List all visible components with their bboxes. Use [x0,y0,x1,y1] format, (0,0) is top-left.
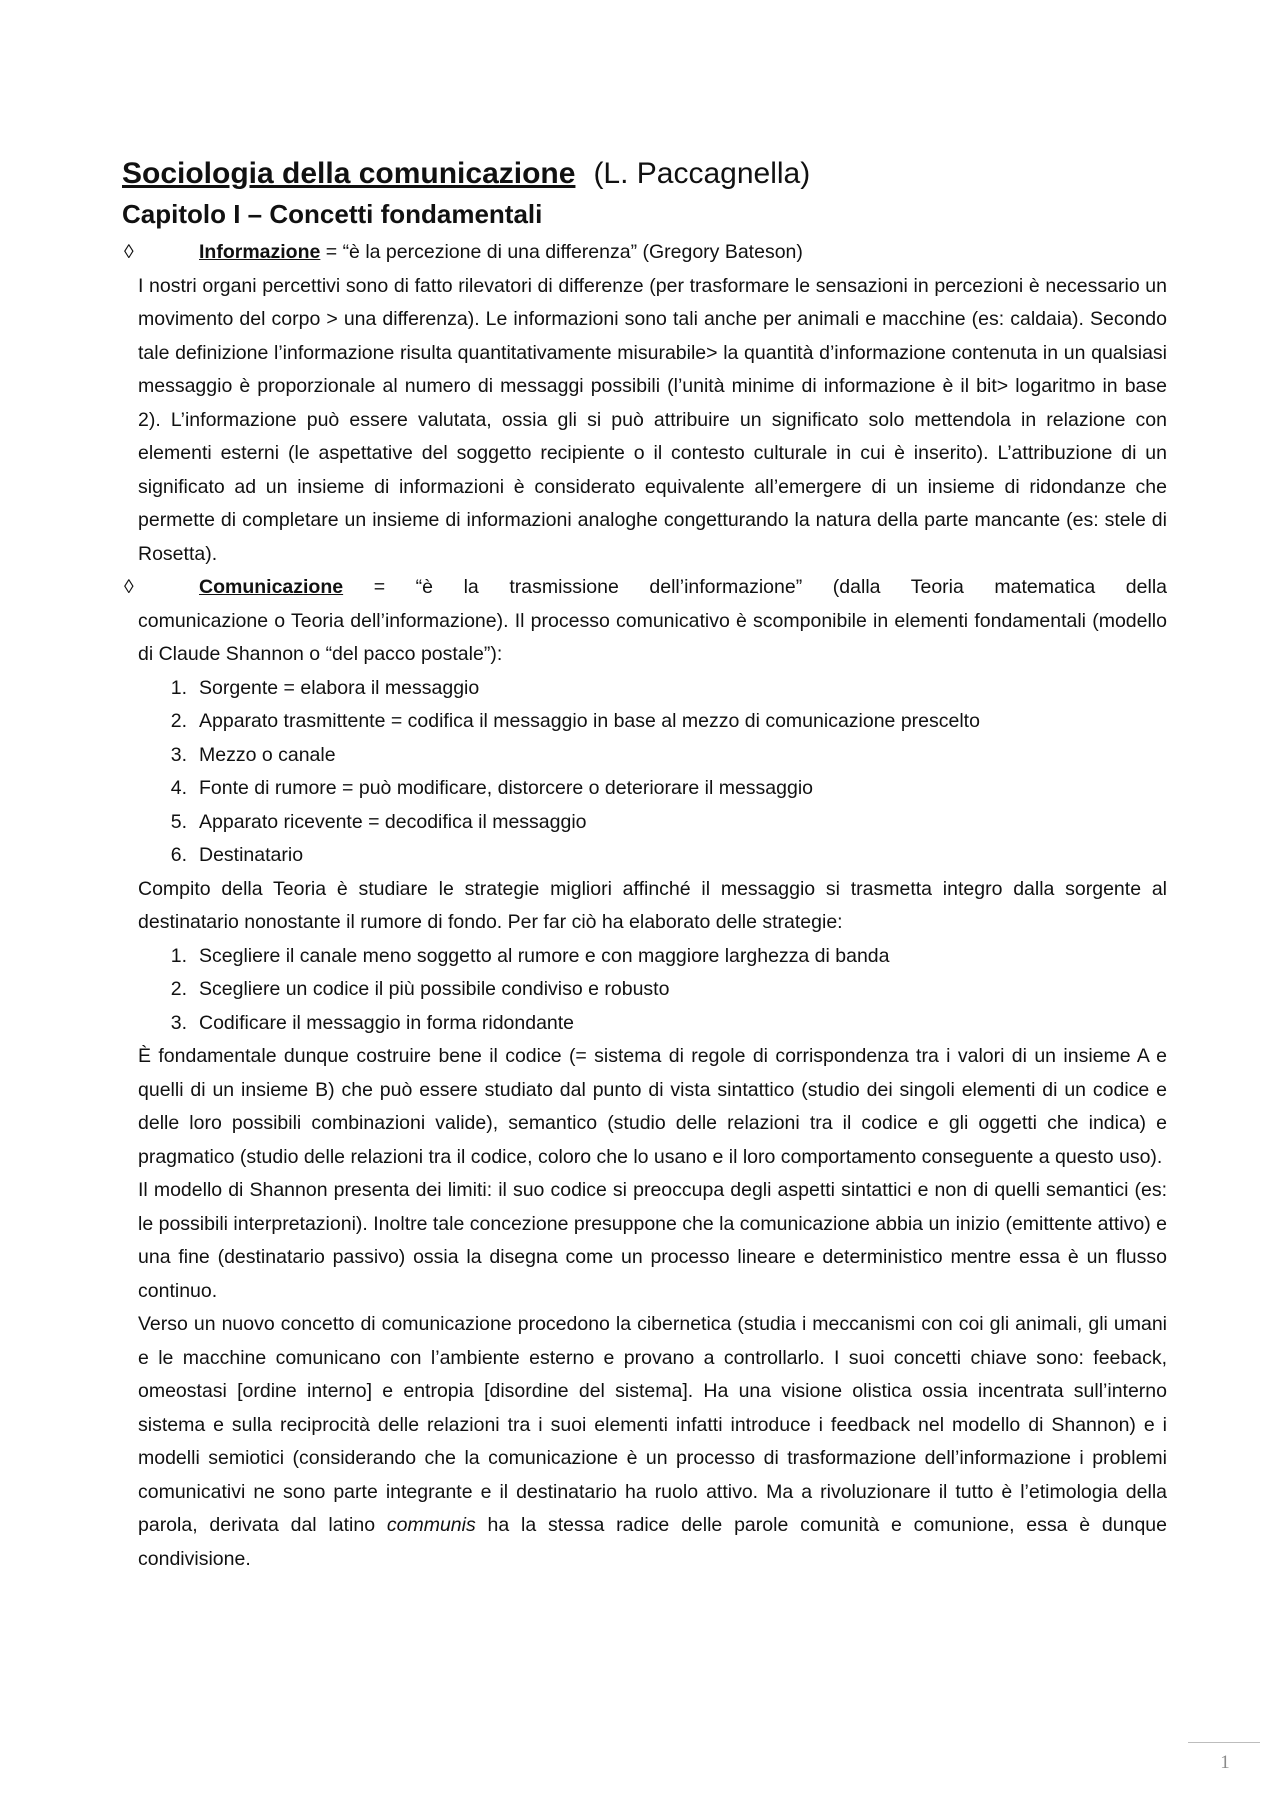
new-concept-paragraph: Verso un nuovo concetto di comunicazione procedono la cibernetica (studia i meccanismi con coi gli animali, gli umani e le macchine comunicano con l’ambiente esterno e provano a controllarlo. I suoi concetti chiave sono: feeback, omeostasi [ordine interno] e entropia [disordine del sistema]. Ha una visione olistica ossia incentrata sull’interno sistema e sulla reciprocità delle relazioni tra i suoi elementi infatti introduce i feedback nel modello di Shannon) e i modelli semiotici (considerando che la comunicazione è un processo di trasformazione dell’informazione i problemi comunicativi ne sono parte integrante e il destinatario ha ruolo attivo. Ma a rivoluzionare il tutto è l’etimologia della parola, derivata dal latino communis ha la stessa radice delle parole comunità e comunione, essa è dunque condivisione. [138,1313,1167,1570]
list-item: 5. Apparato ricevente = decodifica il messaggio [170,810,587,833]
page-number: 1 [1220,1752,1230,1773]
section-informazione [122,236,1167,270]
limits-paragraph: Il modello di Shannon presenta dei limiti: il suo codice si preoccupa degli aspetti sintattici e non di quelli semantici (es: le possibili interpretazioni). Inoltre tale concezione presuppone che la comunicazione abbia un inizio (emittente attivo) e una fine (destinatario passivo) ossia la disegna come un processo lineare e deterministico mentre essa è un flusso continuo. [138,1179,1167,1302]
term-comunicazione: Comunicazione [199,576,344,598]
chapter-heading [122,194,1167,234]
document-title-main: Sociologia della comunicazione [122,157,576,190]
list-item: 4. Fonte di rumore = può modificare, distorcere o deteriorare il messaggio [170,777,814,799]
strategies-list [122,940,1167,1041]
list-item: 6. Destinatario [170,844,304,866]
section-comunicazione [122,571,1167,605]
page-content [122,154,1167,1576]
term-informazione: Informazione [199,241,321,263]
comunicazione-definition [122,571,1167,605]
footer-divider [1188,1742,1260,1743]
comunicazione-definition-text: = “è la trasmissione dell’informazione” (dalla Teoria matematica della [343,576,1167,598]
list-item: 1. Scegliere il canale meno soggetto al rumore e con maggiore larghezza di banda [170,944,890,967]
list-item: 3. Mezzo o canale [170,743,336,766]
theory-task-paragraph: Compito della Teoria è studiare le strategie migliori affinché il messaggio si trasmetta integro dalla sorgente al destinatario nonostante il rumore di fondo. Per far ciò ha elaborato delle strategie: [138,877,1167,933]
document-author: (L. Paccagnella) [593,157,811,190]
list-item: 3. Codificare il messaggio in forma ridondante [170,1011,575,1034]
shannon-elements-list [122,672,1167,873]
diamond-bullet-icon: ◊ [124,241,134,263]
diamond-bullet-icon: ◊ [124,576,134,598]
chapter-name: Concetti fondamentali [269,199,543,229]
list-item: 2. Apparato trasmittente = codifica il messaggio in base al mezzo di comunicazione prescelto [170,710,980,732]
comunicazione-body: comunicazione o Teoria dell’informazione). Il processo comunicativo è scomponibile in elementi fondamentali (modello di Claude Shannon o “del pacco postale”): [138,609,1167,665]
document-title [122,154,1167,194]
informazione-body: I nostri organi percettivi sono di fatto rilevatori di differenze (per trasformare le sensazioni in percezioni è necessario un movimento del corpo > una differenza). Le informazioni sono tali anche per animali e macchine (es: caldaia). Secondo tale definizione l’informazione risulta quantitativamente misurabile> la quantità d’informazione contenuta in un qualsiasi messaggio è proporzionale al numero di messaggi possibili (l’unità minime di informazione è il bit> logaritmo in base 2). L’informazione può essere valutata, ossia gli si può attribuire un significato solo mettendola in relazione con elementi esterni (le aspettative del soggetto recipiente o il contesto culturale in cui è inserito). L’attribuzione di un significato ad un insieme di informazioni è considerato equivalente all’emergere di un insieme di ridondanze che permette di completare un insieme di informazioni analoghe congetturando la natura della parte mancante (es: stele di Rosetta). [138,274,1167,565]
italic-communis: communis [386,1514,476,1536]
informazione-definition [122,236,1167,270]
list-item: 1. Sorgente = elabora il messaggio [170,676,480,699]
list-item: 2. Scegliere un codice il più possibile condiviso e robusto [170,978,670,1000]
code-paragraph: È fondamentale dunque costruire bene il codice (= sistema di regole di corrispondenza tra i valori di un insieme A e quelli di un insieme B) che può essere studiato dal punto di vista sintattico (studio dei singoli elementi di un codice e delle loro possibili combinazioni valide), semantico (studio delle relazioni tra il codice e gli oggetti che indica) e pragmatico (studio delle relazioni tra il codice, coloro che lo usano e il loro comportamento conseguente a questo uso). [138,1045,1167,1168]
chapter-dash: – [240,199,270,229]
informazione-definition-text: = “è la percezione di una differenza” (Gregory Bateson) [320,241,803,263]
chapter-label: Capitolo I [122,199,241,229]
